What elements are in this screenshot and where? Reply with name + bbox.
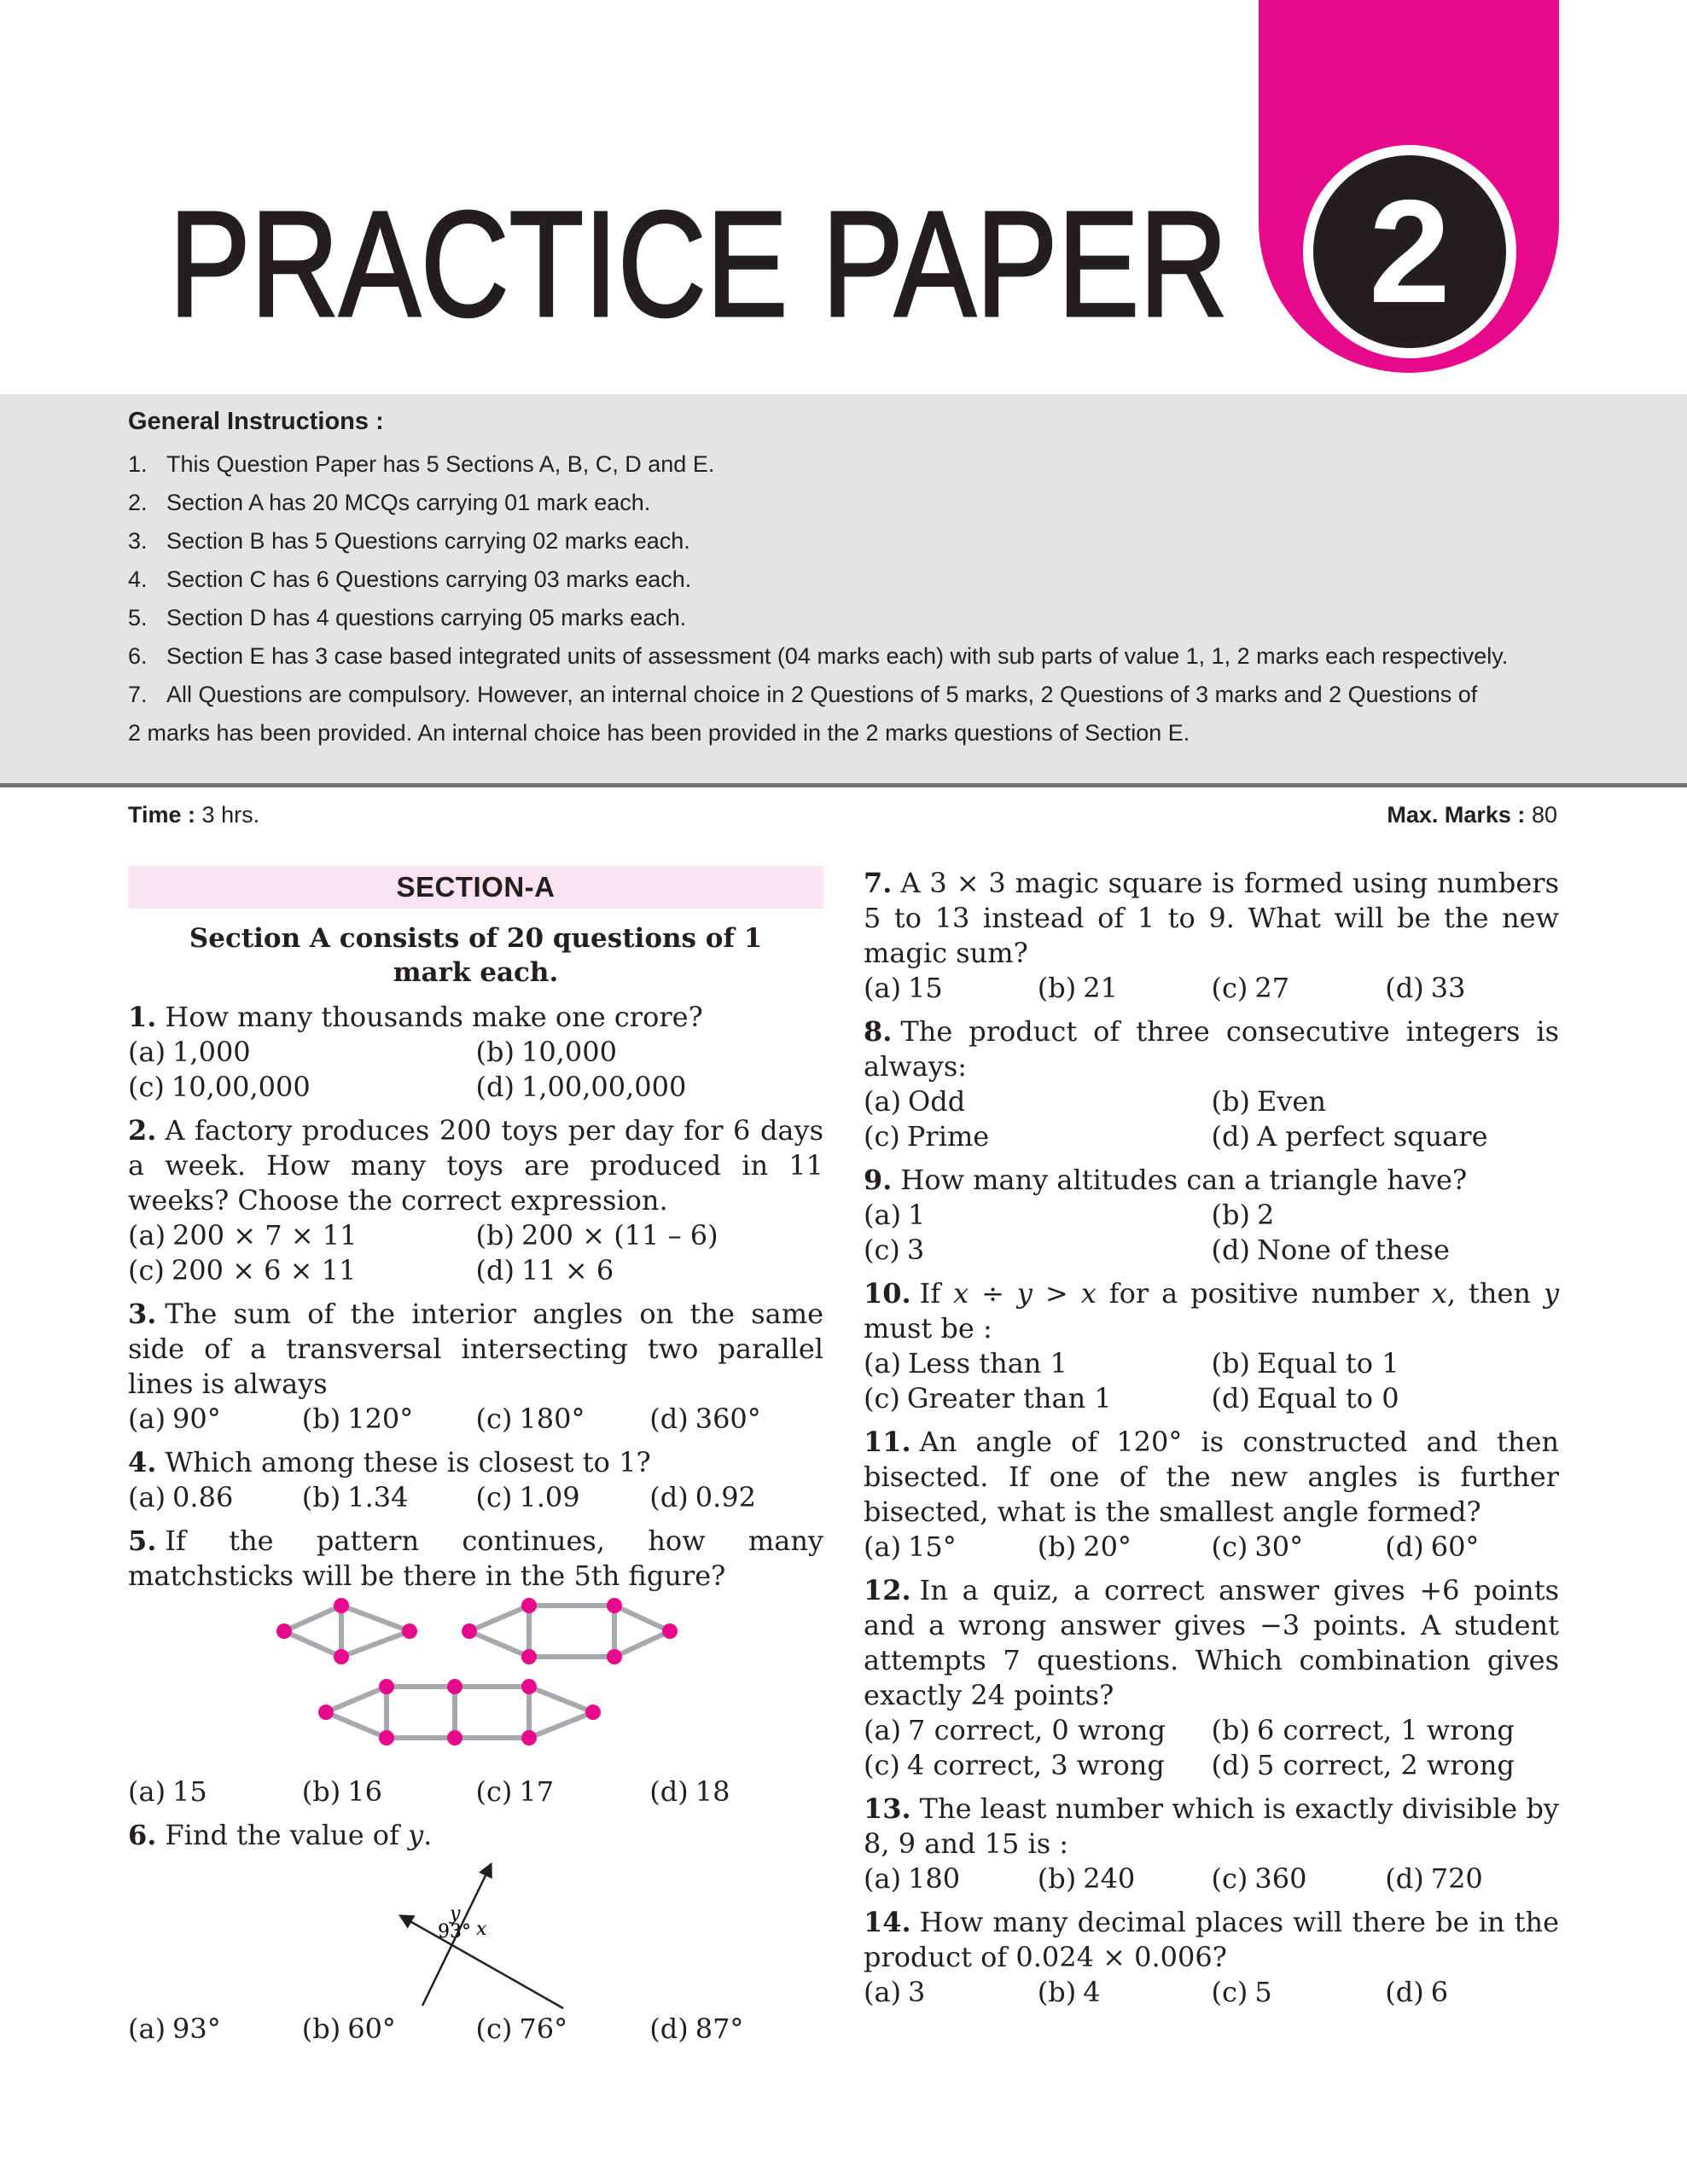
question-9	[864, 1163, 1559, 1268]
instruction-text: Section C has 6 Questions carrying 03 marks each.	[166, 566, 692, 592]
question-8	[864, 1014, 1559, 1154]
instructions-list	[128, 445, 1557, 752]
instruction-number: 5.	[128, 605, 148, 630]
option-b[interactable]: (b) Even	[1211, 1085, 1326, 1118]
option-d[interactable]: (d) 720	[1385, 1862, 1483, 1895]
question-text: How many altitudes can a triangle have?	[900, 1164, 1468, 1196]
option-b[interactable]: (b) 200 × (11 – 6)	[475, 1219, 718, 1252]
question-10	[864, 1276, 1559, 1416]
question-number: 2.	[128, 1114, 157, 1147]
options	[128, 1402, 823, 1437]
options	[864, 1530, 1559, 1565]
matchstick-pattern-figure	[128, 1597, 823, 1768]
options	[128, 1218, 823, 1288]
question-1	[128, 1000, 823, 1105]
option-b[interactable]: (b) 10,000	[475, 1036, 617, 1068]
option-c[interactable]: (c) 17	[475, 1775, 555, 1808]
option-a[interactable]: (a) 180	[864, 1862, 961, 1895]
option-d[interactable]: (d) None of these	[1211, 1234, 1450, 1266]
angle-y-label: y	[450, 1903, 461, 1925]
time-label: Time :	[128, 802, 196, 828]
option-a[interactable]: (a) 15	[128, 1775, 207, 1808]
matchstick-heads	[276, 1598, 678, 1745]
option-d[interactable]: (d) 0.92	[649, 1481, 756, 1513]
option-b[interactable]: (b) 2	[1211, 1199, 1275, 1231]
question-number: 12.	[864, 1574, 911, 1606]
option-b[interactable]: (b) 60°	[301, 2013, 396, 2045]
question-number: 3.	[128, 1298, 157, 1330]
option-d[interactable]: (d) Equal to 0	[1211, 1382, 1399, 1414]
options	[864, 1084, 1559, 1154]
options	[864, 1862, 1559, 1896]
option-a[interactable]: (a) 3	[864, 1976, 926, 2008]
option-b[interactable]: (b) Equal to 1	[1211, 1347, 1399, 1380]
question-4	[128, 1445, 823, 1515]
option-d[interactable]: (d) 11 × 6	[475, 1254, 614, 1287]
instruction-number: 2.	[128, 490, 148, 515]
instruction-item	[128, 599, 1557, 637]
options	[864, 1198, 1559, 1268]
option-b[interactable]: (b) 21	[1037, 972, 1118, 1004]
question-6: 6. Find the value of y. 93° y x (a) 93° (b) 60° (c) 76° (d) 87°	[128, 1818, 823, 2047]
intersecting-lines-figure	[128, 1856, 823, 2010]
option-c[interactable]: (c) 76°	[475, 2013, 568, 2045]
question-number: 5.	[128, 1525, 157, 1557]
option-d[interactable]: (d) 87°	[649, 2013, 744, 2045]
instruction-item	[128, 445, 1557, 484]
option-c[interactable]: (c) 360	[1211, 1862, 1307, 1895]
instruction-number: 6.	[128, 643, 148, 669]
options	[128, 1774, 823, 1809]
instruction-text: Section D has 4 questions carrying 05 marks each.	[166, 605, 687, 630]
option-c[interactable]: (c) 200 × 6 × 11	[128, 1254, 357, 1287]
options	[864, 1975, 1559, 2010]
options	[128, 1035, 823, 1105]
option-b[interactable]: (b) 20°	[1037, 1531, 1131, 1563]
matchsticks	[284, 1606, 670, 1738]
section-description: Section A consists of 20 questions of 1 mark each.	[189, 923, 763, 988]
instruction-text: Section B has 5 Questions carrying 02 marks each.	[166, 528, 690, 554]
option-b[interactable]: (b) 240	[1037, 1862, 1136, 1895]
option-d[interactable]: (d) 1,00,00,000	[475, 1071, 687, 1103]
option-a[interactable]: (a) 90°	[128, 1403, 221, 1435]
option-b[interactable]: (b) 120°	[301, 1403, 414, 1435]
option-c[interactable]: (c) 27	[1211, 972, 1290, 1004]
option-b[interactable]: (b) 6 correct, 1 wrong	[1211, 1714, 1515, 1746]
option-c[interactable]: (c) 1.09	[475, 1481, 580, 1513]
question-text: In a quiz, a correct answer gives +6 points and a wrong answer gives −3 points. A student attempts 7 questions. Which combination gives exactly 24 points?	[864, 1574, 1559, 1711]
question-number: 9.	[864, 1164, 893, 1196]
question-text: A 3 × 3 magic square is formed using numbers 5 to 13 instead of 1 to 9. What will be the new magic sum?	[864, 867, 1559, 969]
general-instructions-box	[0, 394, 1687, 785]
question-variable: y	[408, 1819, 424, 1851]
option-d[interactable]: (d) 18	[649, 1775, 730, 1808]
paper-number-badge: 2	[1313, 155, 1506, 348]
angle-93-label: 93°	[438, 1921, 471, 1943]
question-number: 11.	[864, 1426, 911, 1458]
section-title: SECTION-A	[128, 866, 823, 909]
instruction-text: Section E has 3 case based integrated units of assessment (04 marks each) with sub parts of value 1, 1, 2 marks each respectively.	[166, 643, 1509, 669]
option-c[interactable]: (c) 5	[1211, 1976, 1272, 2008]
question-number: 14.	[864, 1906, 911, 1938]
left-column	[128, 866, 823, 2055]
option-a[interactable]: (a) 0.86	[128, 1481, 234, 1513]
option-a[interactable]: (a) 1	[864, 1199, 926, 1231]
question-number: 7.	[864, 867, 893, 899]
option-c[interactable]: (c) 30°	[1211, 1531, 1304, 1563]
question-7	[864, 866, 1559, 1006]
option-a[interactable]: (a) 7 correct, 0 wrong	[864, 1714, 1166, 1746]
max-marks-value: 80	[1531, 802, 1557, 828]
question-12	[864, 1573, 1559, 1783]
instruction-item	[128, 561, 1557, 599]
page-title: PRACTICE PAPER	[169, 181, 1228, 348]
time-info	[128, 802, 259, 828]
option-b[interactable]: (b) 4	[1037, 1976, 1101, 2008]
max-marks-label: Max. Marks :	[1387, 802, 1526, 828]
max-marks-info	[1387, 802, 1557, 828]
option-a[interactable]: (a) 15	[864, 972, 943, 1004]
question-text: An angle of 120° is constructed and then bisected. If one of the new angles is further bisected, what is the smallest angle formed?	[864, 1426, 1559, 1528]
option-d[interactable]: (d) 33	[1385, 972, 1466, 1004]
option-d[interactable]: (d) 5 correct, 2 wrong	[1211, 1749, 1515, 1781]
question-text: 10. If x ÷ y > x for a positive number x, then y must be :	[864, 1277, 1560, 1345]
question-number: 1.	[128, 1001, 157, 1033]
question-text: How many thousands make one crore?	[165, 1001, 703, 1033]
question-number: 4.	[128, 1446, 157, 1478]
option-b[interactable]: (b) 16	[301, 1775, 382, 1808]
option-c[interactable]: (c) 3	[864, 1234, 925, 1266]
option-c[interactable]: (c) 180°	[475, 1403, 585, 1435]
option-d[interactable]: (d) A perfect square	[1211, 1120, 1488, 1153]
option-c[interactable]: (c) 4 correct, 3 wrong	[864, 1749, 1165, 1781]
question-5	[128, 1524, 823, 1809]
question-number: 10.	[864, 1277, 911, 1310]
instruction-item	[128, 484, 1557, 522]
option-c[interactable]: (c) Greater than 1	[864, 1382, 1112, 1414]
question-text: A factory produces 200 toys per day for 6 days a week. How many toys are produced in 11 weeks? Choose the correct expression.	[128, 1114, 823, 1217]
question-3	[128, 1297, 823, 1437]
question-text: Find the value of	[165, 1819, 399, 1851]
question-text: The product of three consecutive integers is always:	[864, 1015, 1559, 1083]
question-14	[864, 1905, 1559, 2010]
instruction-item	[128, 637, 1557, 676]
instruction-text: This Question Paper has 5 Sections A, B, C, D and E.	[166, 451, 715, 477]
question-13	[864, 1792, 1559, 1896]
question-number: 13.	[864, 1792, 911, 1825]
option-d[interactable]: (d) 360°	[649, 1403, 761, 1435]
options	[128, 2012, 823, 2047]
option-a[interactable]: (a) 93°	[128, 2013, 221, 2045]
question-2	[128, 1113, 823, 1288]
option-a[interactable]: (a) 1,000	[128, 1036, 251, 1068]
option-b[interactable]: (b) 1.34	[301, 1481, 409, 1513]
option-a[interactable]: (a) Less than 1	[864, 1347, 1067, 1380]
option-c[interactable]: (c) 10,00,000	[128, 1071, 311, 1103]
instruction-number: 4.	[128, 566, 148, 592]
option-d[interactable]: (d) 6	[1385, 1976, 1449, 2008]
option-a[interactable]: (a) Odd	[864, 1085, 966, 1118]
question-11	[864, 1425, 1559, 1565]
instruction-item	[128, 676, 1557, 752]
instruction-number: 7.	[128, 682, 148, 707]
angle-x-label: x	[476, 1919, 487, 1940]
option-a[interactable]: (a) 15°	[864, 1531, 957, 1563]
question-text: The least number which is exactly divisible by 8, 9 and 15 is :	[864, 1792, 1559, 1860]
right-column	[864, 866, 1559, 2018]
instructions-divider	[0, 783, 1687, 787]
option-a[interactable]: (a) 200 × 7 × 11	[128, 1219, 358, 1252]
instructions-heading: General Instructions :	[128, 408, 384, 435]
question-text: Which among these is closest to 1?	[165, 1446, 651, 1478]
option-c[interactable]: (c) Prime	[864, 1120, 990, 1153]
options	[864, 1346, 1559, 1416]
time-value: 3 hrs.	[201, 802, 260, 828]
instruction-text: All Questions are compulsory. However, an internal choice in 2 Questions of 5 marks, 2 Questions of 3 marks and 2 Questions of	[166, 682, 1478, 707]
instruction-text-continuation: 2 marks has been provided. An internal choice has been provided in the 2 marks questions of Section E.	[128, 720, 1190, 746]
options	[128, 1480, 823, 1515]
question-text: How many decimal places will there be in the product of 0.024 × 0.006?	[864, 1906, 1559, 1973]
question-number: 6.	[128, 1819, 157, 1851]
options	[864, 971, 1559, 1006]
option-d[interactable]: (d) 60°	[1385, 1531, 1480, 1563]
instruction-item	[128, 522, 1557, 561]
options	[864, 1713, 1559, 1783]
instruction-text: Section A has 20 MCQs carrying 01 mark each.	[166, 490, 651, 515]
question-number: 8.	[864, 1015, 893, 1048]
question-text: The sum of the interior angles on the same side of a transversal intersecting two parallel lines is always	[128, 1298, 823, 1400]
question-text: If the pattern continues, how many matchsticks will be there in the 5th figure?	[128, 1525, 823, 1592]
instruction-number: 1.	[128, 451, 148, 477]
instruction-number: 3.	[128, 528, 148, 554]
